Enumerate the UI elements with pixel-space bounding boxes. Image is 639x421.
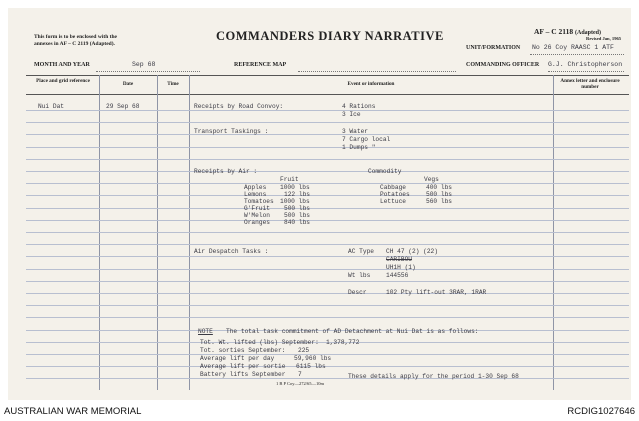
- form-code-adapted: (Adapted): [574, 30, 601, 36]
- veg-qty: 500 lbs: [426, 191, 452, 198]
- fruit-name: G'Fruit: [244, 205, 270, 212]
- total-value: 59,960 lbs: [294, 355, 332, 362]
- fruit-qty: 1000 lbs: [280, 198, 310, 205]
- page-title: COMMANDERS DIARY NARRATIVE: [216, 29, 444, 43]
- road-convoy-label: Receipts by Road Convoy:: [194, 103, 284, 110]
- column-header-event: Event or information: [347, 81, 395, 87]
- form-code: [534, 27, 601, 36]
- note-text: The total task commitment of AD Detachment at Nui Dat is as follows:: [226, 328, 479, 335]
- ac-type-line3: UH1H (1): [386, 264, 416, 271]
- ruled-line: [26, 171, 629, 172]
- month-year-label: MONTH AND YEAR: [34, 62, 90, 68]
- veg-name: Potatoes: [380, 191, 410, 198]
- fruit-name: Apples: [244, 184, 267, 191]
- commanding-officer-label: COMMANDING OFFICER: [466, 62, 540, 68]
- ruled-line: [26, 317, 629, 318]
- total-value: 1,378,772: [326, 339, 360, 346]
- total-label: Average lift per day: [200, 355, 275, 362]
- enclosure-note-line2: annexes in AF – C 2119 (Adapted).: [34, 41, 115, 47]
- ruled-line: [26, 293, 629, 294]
- transport-item: 7 Cargo local: [342, 136, 391, 143]
- entry-place: Nui Dat: [38, 103, 64, 110]
- fruit-qty: 500 lbs: [284, 212, 310, 219]
- reference-map-label: REFERENCE MAP: [234, 62, 287, 68]
- ruled-line: [26, 134, 629, 135]
- unit-underline: [530, 54, 624, 55]
- officer-underline: [548, 71, 624, 72]
- ruled-line: [26, 256, 629, 257]
- total-label: Battery lifts September: [200, 371, 286, 378]
- column-header-annex: Annex letter and enclosure number: [560, 78, 620, 90]
- fruit-qty: 122 lbs: [284, 191, 310, 198]
- air-despatch-label: Air Despatch Tasks :: [194, 248, 269, 255]
- fruit-qty: 500 lbs: [284, 205, 310, 212]
- transport-item: 3 Water: [342, 128, 368, 135]
- commanding-officer-value: G.J. Christopherson: [548, 61, 623, 68]
- ruled-line: [26, 122, 629, 123]
- total-label: Tot. Wt. lifted (lbs) September:: [200, 339, 319, 346]
- veg-qty: 560 lbs: [426, 198, 452, 205]
- period-note: These details apply for the period 1-30 Sep 68: [348, 373, 519, 380]
- veg-name: Cabbage: [380, 184, 406, 191]
- ruled-line: [26, 208, 629, 209]
- print-code: 1 B P Coy—272/65—10m: [276, 381, 324, 386]
- month-underline: [96, 71, 200, 72]
- fruit-name: Oranges: [244, 219, 270, 226]
- ruled-line: [26, 183, 629, 184]
- commodity-label: Commodity: [368, 168, 402, 175]
- enclosure-note-line1: This form is to be enclosed with the: [34, 34, 117, 40]
- description-label: Descr: [348, 289, 367, 296]
- ruled-line: [26, 244, 629, 245]
- note-label: NOTE: [198, 328, 213, 335]
- column-header-time: Time: [167, 81, 179, 87]
- entry-date: 29 Sep 68: [106, 103, 140, 110]
- footer-archive-name: AUSTRALIAN WAR MEMORIAL: [4, 406, 142, 417]
- unit-formation-value: No 26 Coy RAASC 1 ATF: [532, 44, 614, 51]
- ac-type-label: AC Type: [348, 248, 374, 255]
- ruled-line: [26, 147, 629, 148]
- table-top-rule: [26, 75, 629, 76]
- total-value: 6115 lbs: [296, 363, 326, 370]
- map-underline: [298, 71, 456, 72]
- ac-type-value: CH 47 (2) (22): [386, 248, 438, 255]
- ac-type-line2: CARIBOU: [386, 256, 412, 263]
- footer-record-id: RCDIG1027646: [567, 406, 635, 417]
- road-item: 3 Ice: [342, 111, 361, 118]
- description-value: 102 Pty lift-out 3RAR, 1RAR: [386, 289, 487, 296]
- column-header-date: Date: [122, 81, 134, 87]
- fruit-heading: Fruit: [280, 176, 299, 183]
- ruled-line: [26, 281, 629, 282]
- fruit-name: W'Melon: [244, 212, 270, 219]
- total-label: Average lift per sortie: [200, 363, 286, 370]
- unit-formation-label: UNIT/FORMATION: [466, 45, 521, 51]
- total-value: 225: [298, 347, 310, 354]
- ruled-line: [26, 269, 629, 270]
- transport-item: 1 Dumps ": [342, 144, 376, 151]
- veg-heading: Vegs: [424, 176, 439, 183]
- fruit-name: Tomatoes: [244, 198, 274, 205]
- ruled-line: [26, 220, 629, 221]
- fruit-qty: 1000 lbs: [280, 184, 310, 191]
- column-header-place: Place and grid reference: [36, 78, 90, 84]
- diary-sheet: [8, 8, 631, 400]
- table-header-rule: [26, 94, 629, 95]
- ruled-line: [26, 159, 629, 160]
- fruit-name: Lemons: [244, 191, 267, 198]
- month-year-value: Sep 68: [132, 61, 156, 68]
- ruled-line: [26, 110, 629, 111]
- fruit-qty: 840 lbs: [284, 219, 310, 226]
- revised-date: Revised Jan, 1965: [586, 36, 622, 41]
- receipts-air-label: Receipts by Air :: [194, 168, 258, 175]
- ruled-line: [26, 366, 629, 367]
- veg-qty: 400 lbs: [426, 184, 452, 191]
- weight-value: 144556: [386, 272, 409, 279]
- ruled-line: [26, 305, 629, 306]
- total-value: 7: [298, 371, 302, 378]
- weight-label: Wt lbs: [348, 272, 371, 279]
- total-label: Tot. sorties September:: [200, 347, 286, 354]
- road-item: 4 Rations: [342, 103, 376, 110]
- ruled-line: [26, 232, 629, 233]
- ruled-line: [26, 195, 629, 196]
- veg-name: Lettuce: [380, 198, 406, 205]
- ruled-line: [26, 378, 629, 379]
- transport-taskings-label: Transport Taskings :: [194, 128, 269, 135]
- form-code-number: AF – C 2118: [534, 27, 574, 36]
